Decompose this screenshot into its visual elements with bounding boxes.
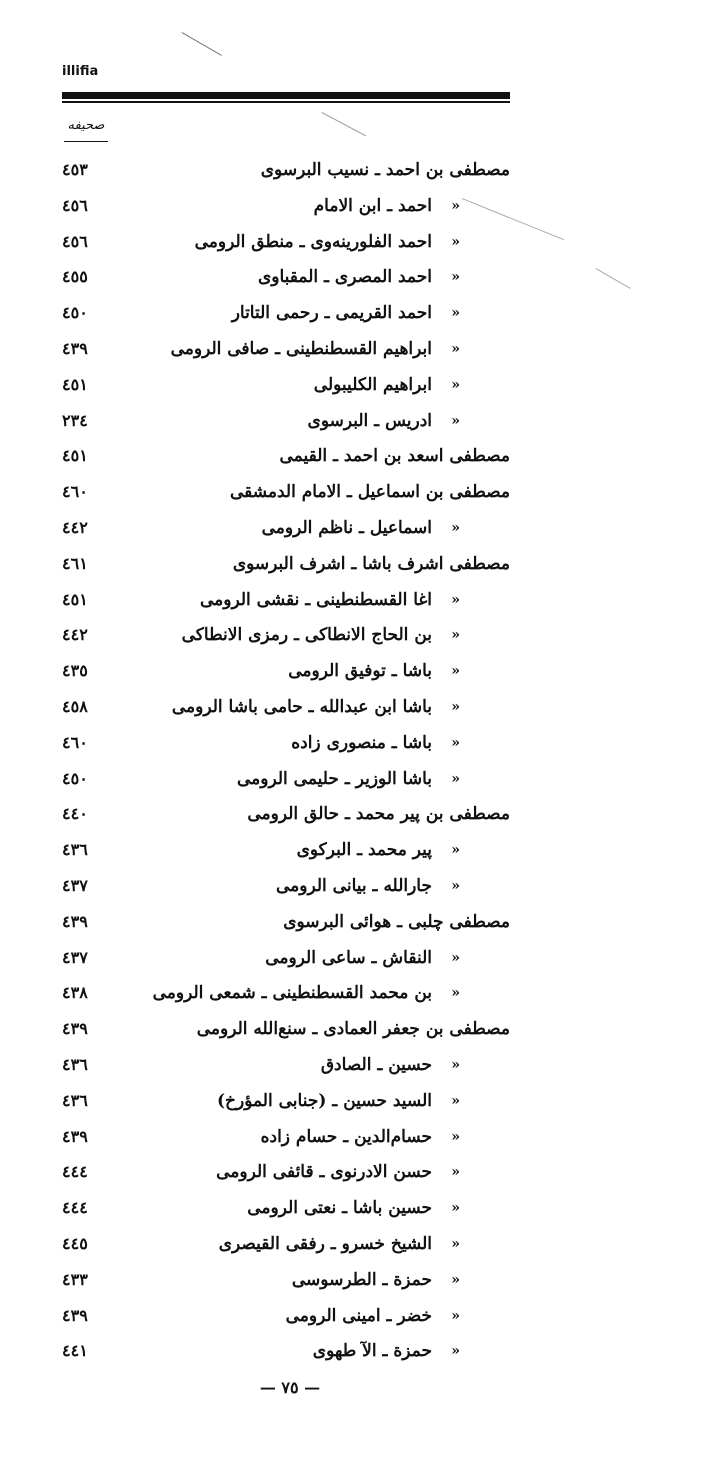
ditto-mark: » [451,734,460,751]
entry-sub-name: النقاش ـ ساعى الرومى [265,947,432,968]
entry-name: مصطفى چلبى ـ هوائى البرسوى [283,911,510,932]
entry-page-number: ٤٤٤ [62,1198,88,1218]
entry-page-number: ٤٥١ [62,446,88,466]
header-rule [62,92,510,99]
ditto-mark: » [451,1307,460,1324]
entry-page-number: ٤٣٦ [62,840,88,860]
entry-page-number: ٢٣٤ [62,410,88,430]
entry-page-number: ٤٣٩ [62,1305,88,1325]
ditto-mark: » [451,1236,460,1252]
entry-page-number: ٤٥٠ [62,768,88,788]
ditto-mark: » [451,878,460,894]
ditto-mark: » [451,949,460,966]
index-entry [62,761,510,797]
index-entry [62,617,510,653]
index-entry [62,438,510,474]
ditto-mark: » [451,1092,460,1109]
index-entry [62,1298,510,1334]
entry-sub-name: ابراهيم الكليبولى [313,374,432,395]
ditto-mark: » [451,1057,460,1073]
index-entry [62,1262,510,1298]
entry-page-number: ٤٣٦ [62,1090,88,1110]
index-entry [62,653,510,689]
index-entry [62,796,510,832]
index-entry [62,331,510,367]
entry-name: مصطفى بن اسماعيل ـ الامام الدمشقى [229,482,510,503]
ditto-mark: » [451,412,460,429]
entry-sub-name: بن الحاج الانطاكى ـ رمزى الانطاكى [181,625,432,646]
index-entry [62,725,510,761]
entry-name: مصطفى بن پير محمد ـ حالق الرومى [247,804,510,825]
entry-page-number: ٤٦٠ [62,482,88,502]
ditto-mark: » [451,520,460,536]
index-entry [62,259,510,295]
entry-sub-name: باشا ـ منصورى زاده [291,732,432,753]
entry-sub-name: حسام‌الدين ـ حسام زاده [260,1126,432,1147]
index-entry [62,868,510,904]
entry-sub-name: السيد حسين ـ (جنابى المؤرخ) [216,1090,432,1111]
column-header-underline [64,141,108,142]
ditto-mark: » [451,197,460,214]
index-entry [62,582,510,618]
entry-sub-name: حسين ـ الصادق [320,1055,432,1075]
ditto-mark: » [451,842,460,859]
index-entry [62,152,510,188]
entry-page-number: ٤٤٥ [62,1234,88,1253]
entry-sub-name: خضر ـ امينى الرومى [285,1305,432,1326]
entry-page-number: ٤٥٦ [62,231,88,251]
entry-page-number: ٤٣٧ [62,876,88,895]
entry-page-number: ٤٣٧ [62,947,88,967]
index-entry [62,188,510,224]
index-entry [62,1154,510,1190]
entry-page-number: ٤٣٥ [62,661,88,681]
entry-page-number: ٤٣٦ [62,1055,88,1074]
entry-page-number: ٤٣٩ [62,339,88,358]
entry-page-number: ٤٥٨ [62,697,88,716]
index-entry [62,940,510,976]
index-entry [62,1119,510,1155]
ditto-mark: » [451,591,460,608]
entry-page-number: ٤٥١ [62,374,88,394]
entry-sub-name: پير محمد ـ البركوى [296,840,432,861]
ditto-mark: » [451,341,460,357]
entry-page-number: ٤٦٠ [62,732,88,752]
entry-page-number: ٤٣٨ [62,983,88,1003]
entry-page-number: ٤٥١ [62,589,88,609]
ditto-mark: » [451,627,460,644]
entry-sub-name: باشا ـ توفيق الرومى [288,661,432,682]
entry-sub-name: احمد الفلورينه‌وى ـ منطق الرومى [194,231,432,252]
entry-name: مصطفى اسعد بن احمد ـ القيمى [279,446,510,467]
entry-sub-name: حمزة ـ الطرسوسى [291,1269,432,1290]
entry-page-number: ٤٥٦ [62,195,88,215]
ditto-mark: » [451,1271,460,1288]
ditto-mark: » [451,305,460,322]
entry-name: مصطفى بن جعفر العمادى ـ سنع‌الله الرومى [196,1019,510,1040]
entry-page-number: ٤٦١ [62,553,88,573]
entry-sub-name: الشيخ خسرو ـ رفقى القيصرى [218,1234,432,1254]
index-entry [62,510,510,546]
entry-sub-name: حسين باشا ـ نعتى الرومى [247,1198,432,1219]
entry-sub-name: ادريس ـ البرسوى [307,410,432,431]
entry-sub-name: اسماعيل ـ ناظم الرومى [261,518,432,538]
index-entry [62,904,510,940]
index-entry [62,1190,510,1226]
entry-page-number: ٤٥٠ [62,303,88,323]
entry-sub-name: حمزة ـ الآ طهوى [312,1341,432,1362]
index-entry [62,1226,510,1262]
entry-page-number: ٤٥٥ [62,267,88,287]
entry-sub-name: بن محمد القسطنطينى ـ شمعى الرومى [152,983,432,1004]
ditto-mark: » [451,269,460,286]
index-entry [62,832,510,868]
index-entry [62,1083,510,1119]
index-entry [62,1047,510,1083]
index-entry [62,975,510,1011]
index-entry [62,1333,510,1369]
ditto-mark: » [451,233,460,250]
entry-sub-name: ابراهيم القسطنطينى ـ صافى الرومى [170,339,432,359]
index-entry [62,689,510,725]
entry-page-number: ٤٤٠ [62,804,88,824]
running-head: illifia [62,64,99,79]
index-entry [62,224,510,260]
ditto-mark: » [451,770,460,787]
ditto-mark: » [451,985,460,1002]
index-entry [62,367,510,403]
index-entry [62,474,510,510]
entry-sub-name: جارالله ـ بيانى الرومى [276,876,432,896]
entry-page-number: ٤٤١ [62,1341,88,1361]
entry-page-number: ٤٤٢ [62,518,88,537]
ditto-mark: » [451,376,460,393]
index-entry [62,1011,510,1047]
entry-sub-name: احمد ـ ابن الامام [313,195,432,216]
entry-page-number: ٤٣٩ [62,1126,88,1146]
ditto-mark: » [451,1128,460,1145]
entry-name: مصطفى بن احمد ـ نسيب البرسوى [260,160,510,180]
entry-sub-name: باشا الوزير ـ حليمى الرومى [236,768,432,789]
page-number: — ٧٥ — [259,1378,321,1397]
scan-mark [596,268,631,289]
scan-mark [182,32,222,56]
entry-sub-name: باشا ابن عبدالله ـ حامى باشا الرومى [171,697,432,717]
page-column-header: صحيفه [67,118,105,133]
entry-page-number: ٤٥٣ [62,160,88,179]
entry-page-number: ٤٤٤ [62,1162,88,1182]
header-rule-thin [62,101,510,103]
ditto-mark: » [451,1200,460,1217]
entry-name: مصطفى اشرف باشا ـ اشرف البرسوى [232,553,510,574]
entry-page-number: ٤٤٢ [62,625,88,645]
index-entry [62,546,510,582]
entry-page-number: ٤٣٩ [62,1019,88,1039]
entry-sub-name: حسن الادرنوى ـ قائفى الرومى [216,1162,432,1183]
ditto-mark: » [451,699,460,715]
entry-page-number: ٤٣٩ [62,911,88,931]
scan-mark [322,112,367,136]
index-entry [62,403,510,439]
entry-page-number: ٤٣٣ [62,1269,88,1289]
entry-sub-name: احمد المصرى ـ المقباوى [257,267,432,288]
entry-sub-name: احمد القريمى ـ رحمى التاتار [231,303,432,324]
entry-sub-name: اغا القسطنطينى ـ نقشى الرومى [200,589,432,610]
index-entry [62,295,510,331]
ditto-mark: » [451,663,460,680]
ditto-mark: » [451,1343,460,1360]
ditto-mark: » [451,1164,460,1181]
